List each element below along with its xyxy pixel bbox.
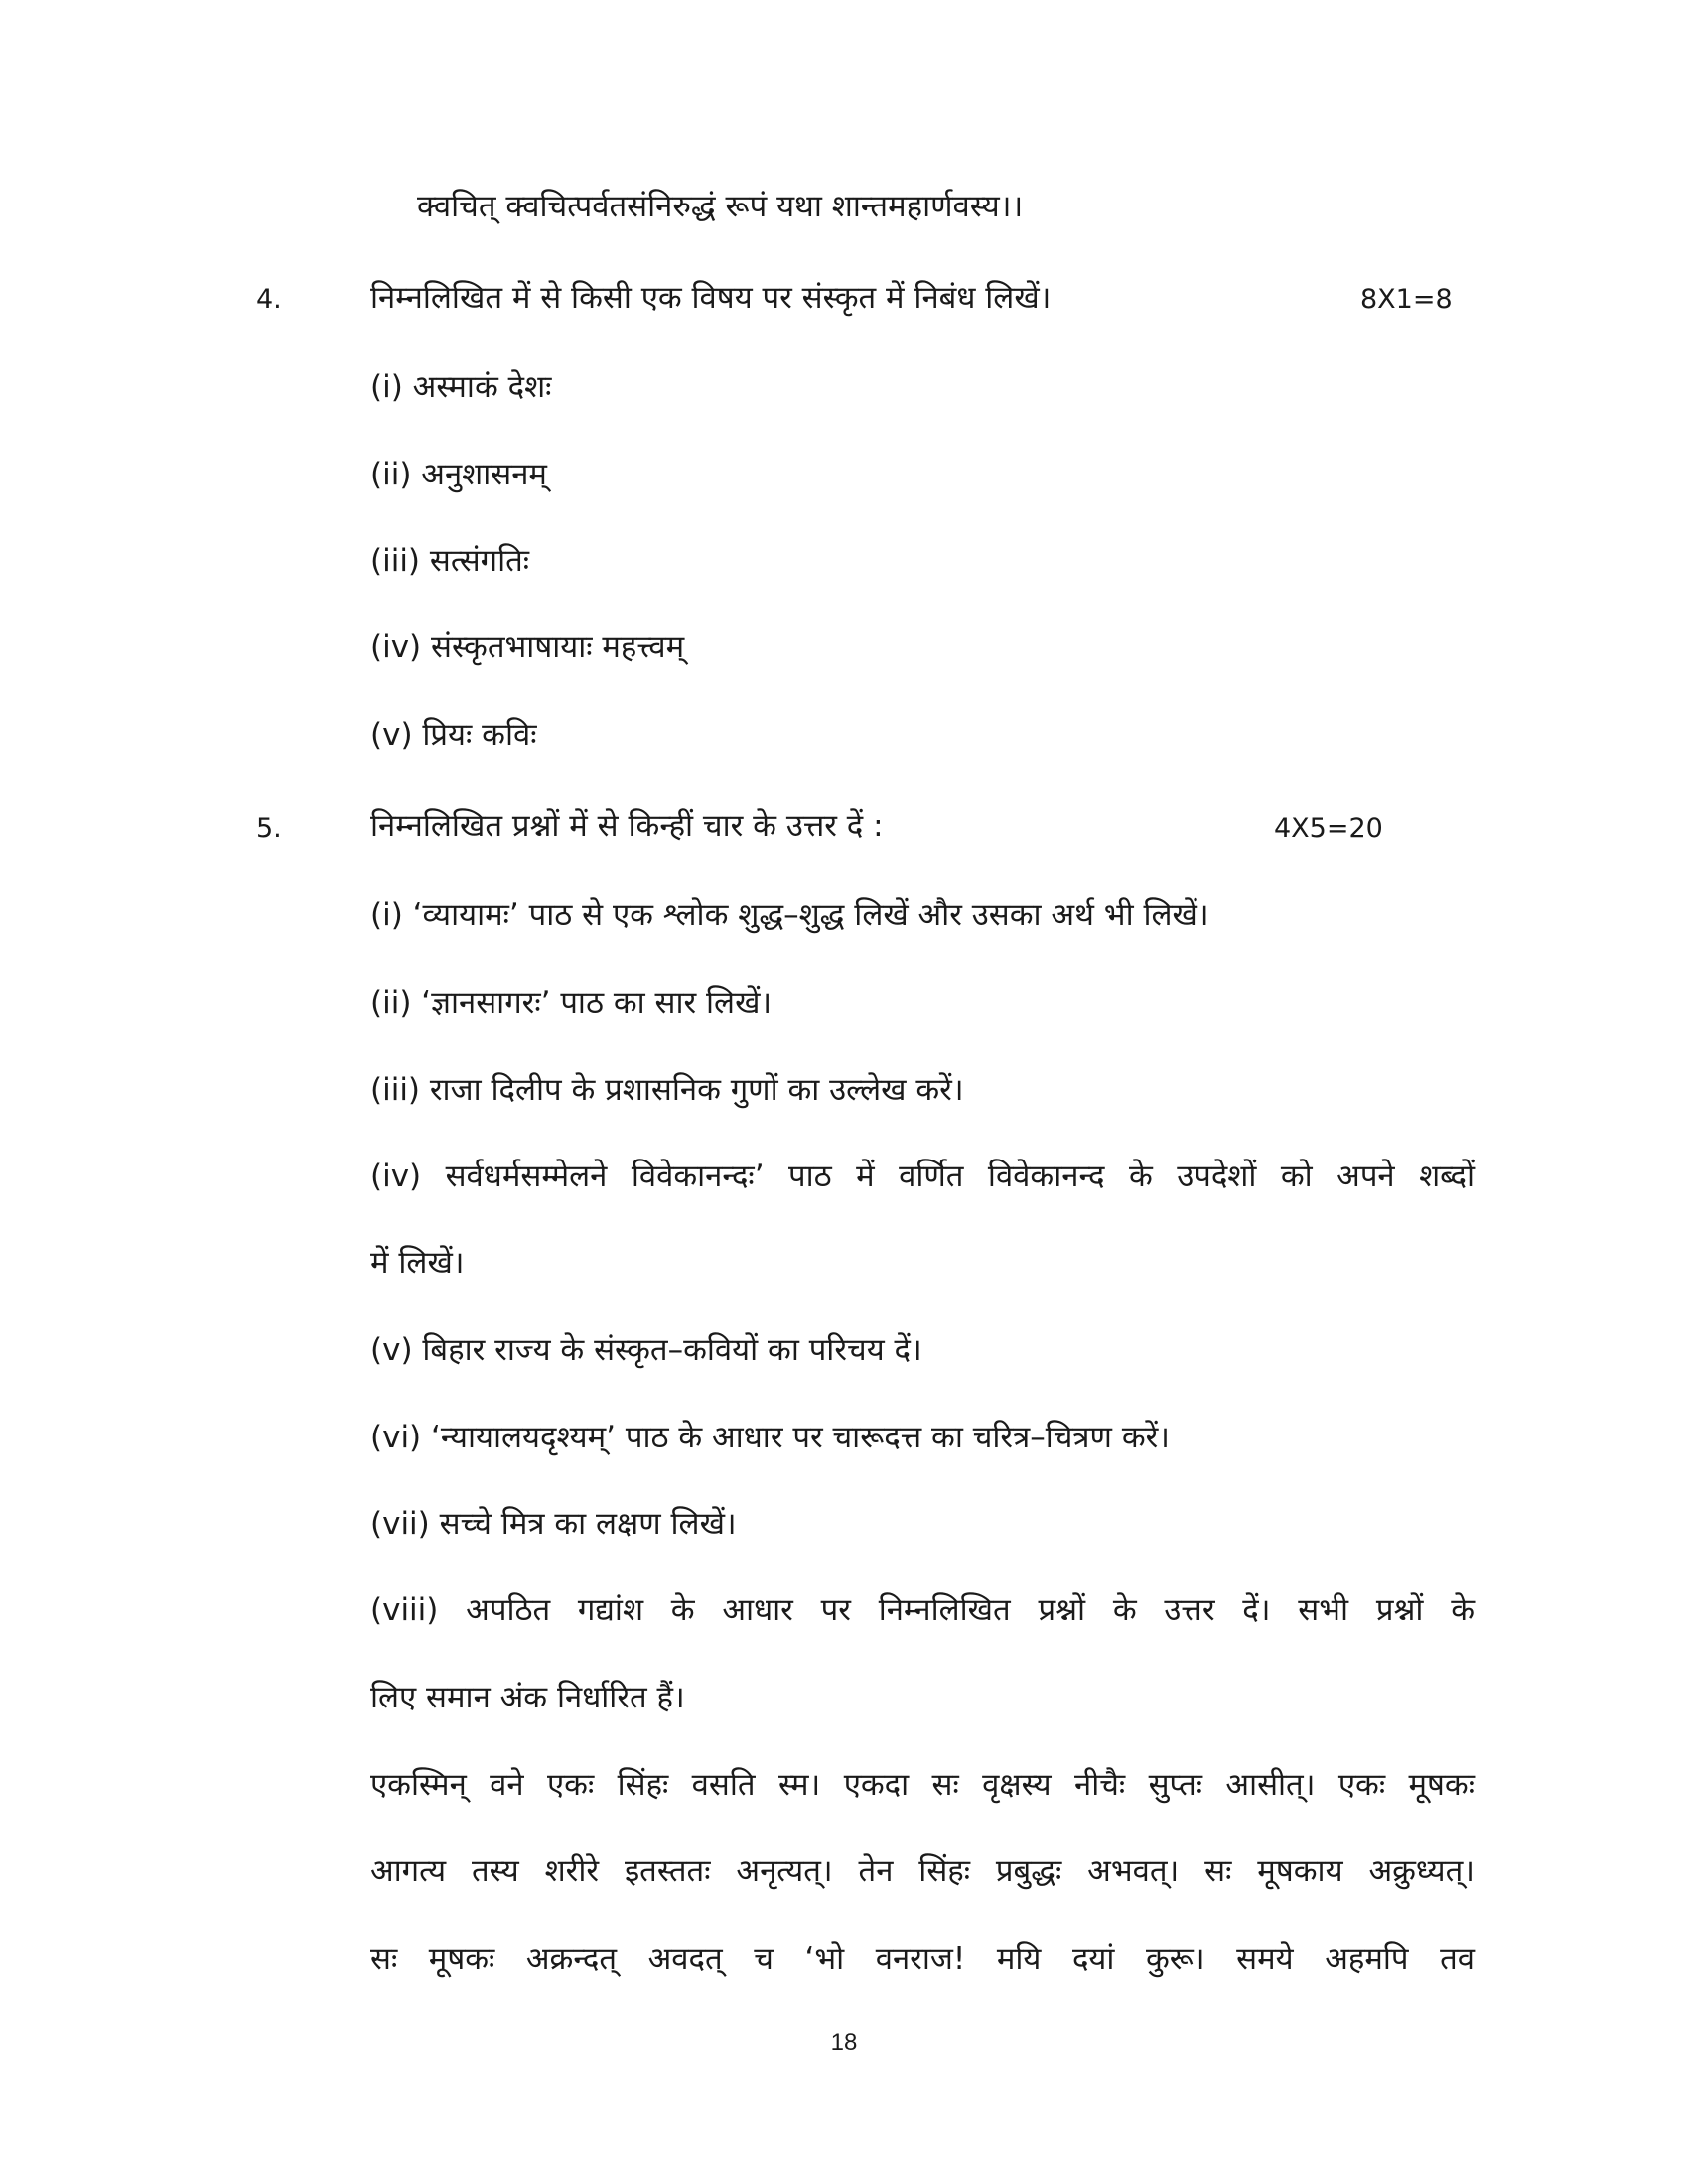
question-5-marks: 4X5=20 xyxy=(1274,813,1383,844)
q5-item-5: (v) बिहार राज्य के संस्कृत–कवियों का परिचय दें। xyxy=(370,1332,922,1368)
q5-item-6: (vi) ‘न्यायालयदृश्यम्’ पाठ के आधार पर चारूदत्त का चरित्र–चित्रण करें। xyxy=(370,1420,1171,1455)
q5-item-8: (viii) अपठित गद्यांश के आधार पर निम्नलिखित प्रश्नों के उत्तर दें। सभी प्रश्नों के xyxy=(370,1592,1475,1628)
passage-line-3: सः मूषकः अक्रन्दत् अवदत् च ‘भो वनराज! मयि दयां कुरू। समये अहमपि तव xyxy=(370,1941,1475,1977)
q4-option-1: (i) अस्माकं देशः xyxy=(370,369,552,405)
q4-option-4: (iv) संस्कृतभाषायाः महत्त्वम् xyxy=(370,629,685,665)
question-5-number: 5. xyxy=(256,813,282,844)
q5-item-7: (vii) सच्चे मित्र का लक्षण लिखें। xyxy=(370,1506,737,1542)
question-4-marks: 8X1=8 xyxy=(1360,284,1453,315)
q5-item-4: (iv) सर्वधर्मसम्मेलने विवेकानन्दः’ पाठ में वर्णित विवेकानन्द के उपदेशों को अपने शब्दों xyxy=(370,1159,1475,1194)
question-4-text: निम्नलिखित में से किसी एक विषय पर संस्कृत में निबंध लिखें। xyxy=(370,280,1052,316)
q4-option-5: (v) प्रियः कविः xyxy=(370,717,537,752)
passage-line-2: आगत्य तस्य शरीरे इतस्ततः अनृत्यत्। तेन सिंहः प्रबुद्धः अभवत्। सः मूषकाय अक्रुध्यत्। xyxy=(370,1853,1475,1889)
q5-item-3: (iii) राजा दिलीप के प्रशासनिक गुणों का उल्लेख करें। xyxy=(370,1072,964,1108)
q5-item-2: (ii) ‘ज्ञानसागरः’ पाठ का सार लिखें। xyxy=(370,985,773,1021)
q4-option-3: (iii) सत्संगतिः xyxy=(370,543,530,579)
q5-item-8-cont: लिए समान अंक निर्धारित हैं। xyxy=(370,1680,685,1715)
q5-item-4-cont: में लिखें। xyxy=(370,1245,465,1281)
q5-item-1: (i) ‘व्यायामः’ पाठ से एक श्लोक शुद्ध–शुद्ध लिखें और उसका अर्थ भी लिखें। xyxy=(370,897,1209,933)
question-4-number: 4. xyxy=(256,284,282,315)
question-5-text: निम्नलिखित प्रश्नों में से किन्हीं चार के उत्तर दें : xyxy=(370,808,884,844)
q4-option-2: (ii) अनुशासनम् xyxy=(370,457,547,492)
passage-line-1: एकस्मिन् वने एकः सिंहः वसति स्म। एकदा सः वृक्षस्य नीचैः सुप्तः आसीत्। एकः मूषकः xyxy=(370,1767,1475,1803)
page-number: 18 xyxy=(830,2029,858,2056)
verse-end-line: क्वचित् क्वचित्पर्वतसंनिरुद्धं रूपं यथा शान्तमहार्णवस्य।। xyxy=(417,189,1024,224)
